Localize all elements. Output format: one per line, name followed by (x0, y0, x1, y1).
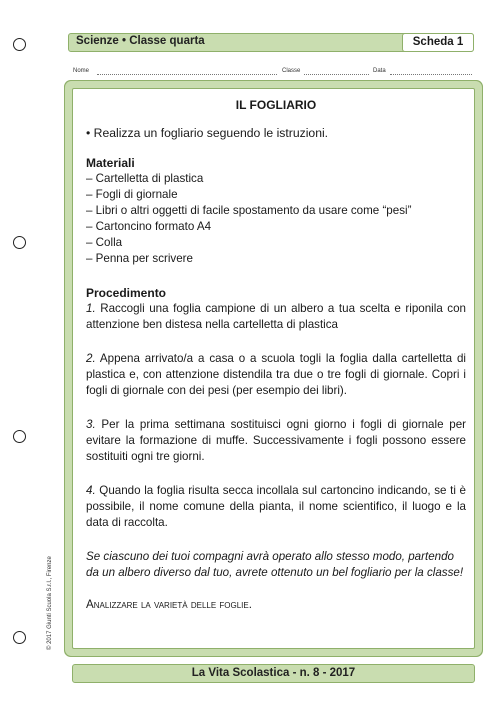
date-field[interactable] (390, 68, 472, 75)
step-text: Appena arrivato/a a casa o a scuola togli la foglia dalla cartelletta di plastica e, con attenzione distendila tra due o tre fogli di giornale. Copri i fogli di giornale con dei pesi (per esempio dei libri). (86, 352, 466, 397)
binder-hole-2 (13, 236, 26, 249)
procedure-heading: Procedimento (86, 286, 167, 300)
worksheet-title: IL FOGLIARIO (235, 98, 317, 112)
class-label: Classe (282, 68, 301, 74)
material-item: – Fogli di giornale (86, 188, 178, 201)
name-field[interactable] (97, 68, 277, 75)
name-label: Nome (73, 68, 90, 74)
step-text: Raccogli una foglia campione di un albero a tua scelta e riponila con attenzione ben distesa nella cartelletta di plastica (86, 302, 466, 331)
step-number: 3. (86, 418, 96, 431)
date-label: Data (373, 68, 386, 74)
step-number: 4. (86, 484, 96, 497)
footer-bar: La Vita Scolastica - n. 8 - 2017 (72, 664, 475, 683)
material-item: – Colla (86, 236, 123, 249)
materials-heading: Materiali (86, 156, 135, 170)
student-info-row (73, 68, 473, 78)
material-item: – Penna per scrivere (86, 252, 193, 265)
binder-hole-1 (13, 38, 26, 51)
subject-label: Scienze • Classe quarta (76, 35, 205, 47)
binder-hole-4 (13, 631, 26, 644)
task-instruction: • Realizza un fogliario seguendo le istruzioni. (86, 126, 329, 140)
material-item: – Cartoncino formato A4 (86, 220, 212, 233)
material-item: – Cartelletta di plastica (86, 172, 204, 185)
step-number: 2. (86, 352, 96, 365)
procedure-step-2 (86, 351, 466, 399)
learning-objective: Analizzare la varietà delle foglie. (86, 598, 252, 611)
copyright-notice: © 2017 Giunti Scuola S.r.l., Firenze (47, 556, 53, 650)
procedure-step-3 (86, 417, 466, 465)
binder-hole-3 (13, 430, 26, 443)
step-text: Per la prima settimana sostituisci ogni giorno i fogli di giornale per evitare la formazione di muffe. Successivamente i fogli possono essere sostituiti ogni tre giorni. (86, 418, 466, 463)
material-item: – Libri o altri oggetti di facile spostamento da usare come “pesi” (86, 204, 412, 217)
procedure-step-1 (86, 301, 466, 333)
materials-list (86, 171, 466, 267)
procedure-step-4 (86, 483, 466, 531)
worksheet-content (86, 97, 466, 613)
class-field[interactable] (304, 68, 369, 75)
closing-note: Se ciascuno dei tuoi compagni avrà operato allo stesso modo, partendo da un albero diverso dal tuo, avrete ottenuto un bel fogliario per la classe! (86, 550, 464, 579)
step-number: 1. (86, 302, 96, 315)
sheet-number: Scheda 1 (402, 33, 474, 52)
header-bar (68, 33, 474, 52)
step-text: Quando la foglia risulta secca incollala sul cartoncino indicando, se ti è possibile, il nome comune della pianta, il nome scientifico, il luogo e la data di raccolta. (86, 484, 466, 529)
